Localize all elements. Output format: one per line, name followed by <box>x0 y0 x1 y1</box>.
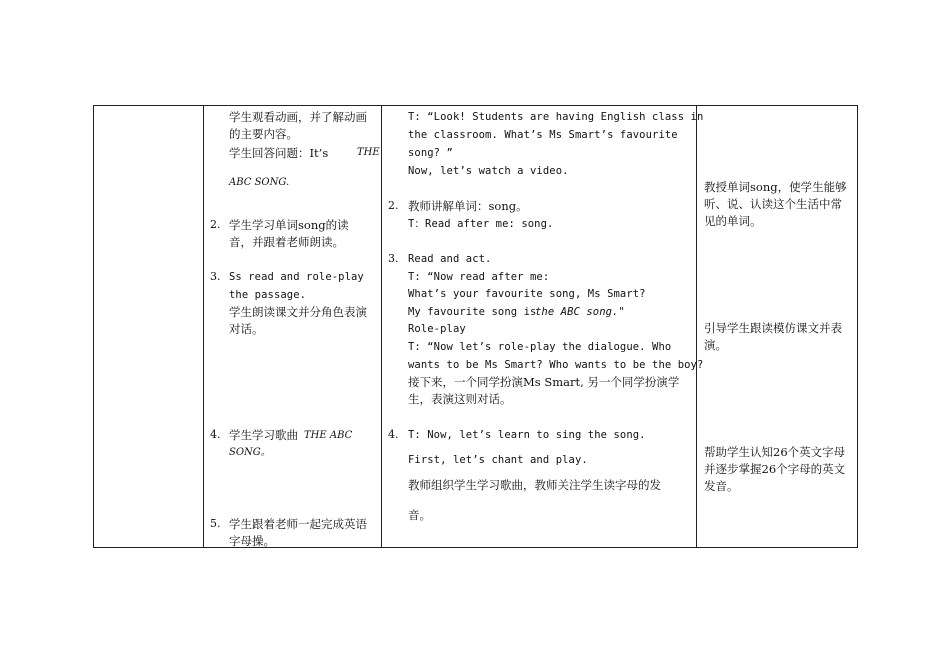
purpose-line: 教授单词song，使学生能够 <box>704 180 847 194</box>
teacher-line: 音。 <box>408 508 431 522</box>
teacher-line: T: Now, let’s learn to sing the song. <box>408 429 646 441</box>
item-number: 5. <box>210 517 221 530</box>
student-line: 学生跟着老师一起完成英语 <box>229 517 367 531</box>
student-line: 音，并跟着老师朗读。 <box>229 235 344 249</box>
item-number: 4. <box>210 428 221 441</box>
student-song-title: SONG。 <box>229 447 271 458</box>
teacher-line: T：Read after me: song. <box>408 218 554 230</box>
purpose-line: 发音。 <box>704 479 739 493</box>
student-line: 对话。 <box>229 322 264 336</box>
student-song-title: ABC SONG. <box>229 177 290 188</box>
student-line: Ss read and role-play <box>229 271 364 283</box>
student-line: 学生学习单词song的读 <box>229 218 349 232</box>
teacher-line: My favourite song is <box>408 306 537 318</box>
teacher-line: 接下来，一个同学扮演Ms Smart, 另一个同学扮演学 <box>408 375 680 389</box>
purpose-line: 见的单词。 <box>704 214 762 228</box>
student-line: 字母操。 <box>229 534 275 548</box>
purpose-line: 演。 <box>704 338 727 352</box>
student-song-title: THE <box>357 147 380 158</box>
item-number: 2. <box>210 218 221 231</box>
teacher-line: the classroom. What’s Ms Smart’s favourite <box>408 129 678 141</box>
teacher-line: What’s your favourite song, Ms Smart? <box>408 288 646 300</box>
student-song-title: THE ABC <box>304 430 353 441</box>
teacher-line: 生，表演这则对话。 <box>408 392 512 406</box>
item-number: 3. <box>388 252 399 265</box>
purpose-line: 引导学生跟读模仿课文并表 <box>704 321 842 335</box>
teacher-line: 教师组织学生学习歌曲，教师关注学生读字母的发 <box>408 478 661 492</box>
teacher-line: Now, let’s watch a video. <box>408 165 569 177</box>
teacher-line: T: “Now let’s role-play the dialogue. Who <box>408 341 672 353</box>
item-number: 2. <box>388 199 399 212</box>
teacher-activity-cell <box>382 106 704 547</box>
student-line: 学生学习歌曲 <box>229 428 298 442</box>
student-line: 学生观看动画，并了解动画 <box>229 110 367 124</box>
student-activity-cell <box>204 106 381 547</box>
student-line: 学生回答问题：It’s <box>229 146 329 160</box>
teacher-song-title: the ABC song." <box>535 306 625 318</box>
teacher-line: wants to be Ms Smart? Who wants to be the boy? <box>408 359 704 371</box>
student-line: 的主要内容。 <box>229 127 298 141</box>
item-number: 3. <box>210 270 221 283</box>
teacher-line: First, let’s chant and play. <box>408 454 588 466</box>
teacher-line: T: “Look! Students are having English class in <box>408 111 704 123</box>
purpose-line: 听、说、认读这个生活中常 <box>704 197 842 211</box>
teacher-line: Role-play <box>408 323 466 335</box>
teacher-line: Read and act. <box>408 253 492 265</box>
purpose-line: 帮助学生认知26个英文字母 <box>704 445 846 459</box>
teacher-line: 教师讲解单词：song。 <box>408 199 528 213</box>
teacher-line: T: “Now read after me: <box>408 271 550 283</box>
step-cell <box>94 106 203 547</box>
student-line: the passage. <box>229 289 307 301</box>
item-number: 4. <box>388 428 399 441</box>
lesson-table <box>93 105 858 548</box>
purpose-cell <box>697 106 858 547</box>
purpose-line: 并逐步掌握26个字母的英文 <box>704 462 846 476</box>
student-line: 学生朗读课文并分角色表演 <box>229 305 367 319</box>
teacher-line: song? ” <box>408 147 453 159</box>
